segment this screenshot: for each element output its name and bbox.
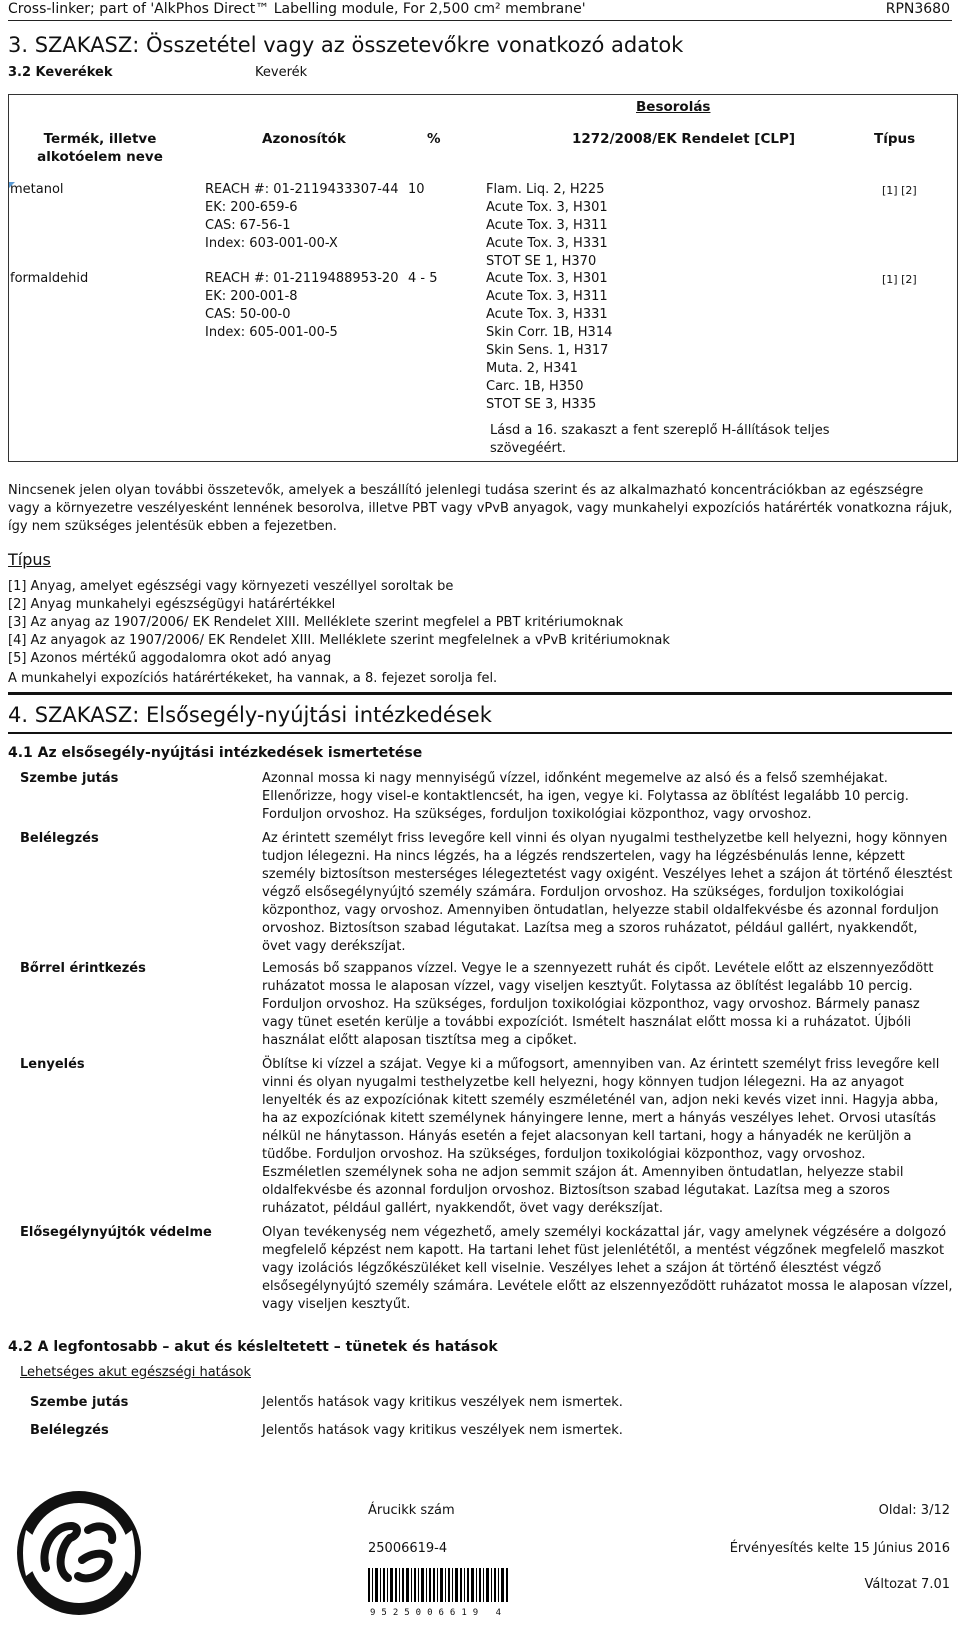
- row-2-id: CAS: 50-00-0: [205, 307, 291, 322]
- row-1-id: REACH #: 01-2119433307-44: [205, 182, 399, 197]
- row-2-class: Acute Tox. 3, H331: [486, 307, 608, 322]
- row-2-id: EK: 200-001-8: [205, 289, 298, 304]
- row-2-class: Muta. 2, H341: [486, 361, 578, 376]
- row-1-class: Acute Tox. 3, H301: [486, 200, 608, 215]
- row-2-class: Skin Sens. 1, H317: [486, 343, 609, 358]
- classification-header: Besorolás: [636, 99, 711, 115]
- row-1-percent: 10: [408, 182, 425, 197]
- ge-logo-icon: [16, 1490, 142, 1616]
- row-1-type: [1] [2]: [882, 184, 917, 197]
- text-line: központhoz, vagy orvoshoz. Amennyiben öntudatlan, helyezze stabil oldalfekvésbe és azonnal forduljon: [262, 903, 939, 918]
- first-aid-text-inhalation: [262, 830, 952, 956]
- row-1-ids: [205, 181, 398, 253]
- section-divider: [8, 692, 952, 695]
- first-aid-label-ingestion: Lenyelés: [20, 1057, 85, 1072]
- text-line: Eszméletlen személynek soha ne adjon semmit szájon át. Amennyiben öntudatlan, helyezze stabil: [262, 1165, 904, 1180]
- text-line: Olyan tevékenység nem végezhető, amely személyi kockázattal jár, vagy amelynek végzésére a dolgozó: [262, 1225, 947, 1240]
- text-line: övet vagy derékszíjat.: [262, 939, 406, 954]
- first-aid-label-skin: Bőrrel érintkezés: [20, 961, 146, 976]
- row-1-classes: [486, 181, 608, 271]
- acute-value-inhalation: Jelentős hatások vagy kritikus veszélyek nem ismertek.: [262, 1423, 623, 1438]
- first-aid-text-skin: [262, 960, 933, 1050]
- text-line: oldalfekvésbe és azonnal forduljon orvoshoz. Biztosítson szabad légutakat. Lazítsa meg a szoros: [262, 1183, 890, 1198]
- type-list-item: [3] Az anyag az 1907/2006/ EK Rendelet XIII. Melléklete szerint megfelel a PBT kritériumoknak: [8, 615, 624, 630]
- table-footnote-line: Lásd a 16. szakaszt a fent szereplő H-állítások teljes: [490, 423, 830, 438]
- row-1-class: Acute Tox. 3, H331: [486, 236, 608, 251]
- text-line: Öblítse ki vízzel a szájat. Vegye ki a műfogsort, amennyiben van. Az érintett személyt friss levegőre kell: [262, 1057, 940, 1072]
- row-2-type: [1] [2]: [882, 273, 917, 286]
- row-2-id: REACH #: 01-2119488953-20: [205, 271, 399, 286]
- row-1-name: metanol: [10, 182, 64, 197]
- section3-title: 3. SZAKASZ: Összetétel vagy az összetevőkre vonatkozó adatok: [8, 33, 684, 57]
- text-line: használat előtt alaposan tisztítsa meg a cipőket.: [262, 1033, 577, 1048]
- type-list-item: [5] Azonos mértékű aggodalomra okot adó anyag: [8, 651, 332, 666]
- row-2-class: Carc. 1B, H350: [486, 379, 584, 394]
- page-number: Oldal: 3/12: [878, 1503, 950, 1518]
- row-1-class: STOT SE 1, H370: [486, 254, 597, 269]
- row-1-id: EK: 200-659-6: [205, 200, 298, 215]
- table-footnote-line: szövegéért.: [490, 441, 567, 456]
- text-line: vagy izolációs légzőkészüléket kell viselnie. Veszélyes lehet a szájon át történő élesztést végző: [262, 1261, 882, 1276]
- composition-note-line: így nem szükséges jelentésük ebben a fejezetben.: [8, 519, 337, 534]
- section4-underline: [8, 732, 952, 734]
- col-ids-header: Azonosítók: [262, 131, 346, 147]
- col-regulation-header: 1272/2008/EK Rendelet [CLP]: [572, 131, 796, 147]
- text-line: Azonnal mossa ki nagy mennyiségű vízzel, időnként megemelve az alsó és a felső szemhéjakat.: [262, 771, 888, 786]
- text-line: tudjon lélegezni. Ha nincs légzés, ha a légzés rendszertelen, vagy ha légzésbénulás lenne, képzett: [262, 849, 905, 864]
- col-percent-header: %: [427, 131, 441, 147]
- mixture-label: 3.2 Keverékek: [8, 65, 113, 80]
- row-2-percent: 4 - 5: [408, 271, 438, 286]
- composition-note: [8, 482, 952, 536]
- type-list-item: [1] Anyag, amelyet egészségi vagy környezeti veszéllyel soroltak be: [8, 579, 454, 594]
- text-line: Forduljon orvoshoz. Ha szükséges, forduljon toxikológiai központhoz, vagy orvoshoz. Bármely panasz: [262, 997, 920, 1012]
- text-line: tüdőbe. Forduljon orvoshoz. Ha szükséges, forduljon toxikológiai központhoz, vagy orvoshoz.: [262, 1147, 866, 1162]
- row-2-class: STOT SE 3, H335: [486, 397, 597, 412]
- first-aid-text-eye: [262, 770, 909, 824]
- header-divider: [8, 20, 952, 21]
- text-line: orvoshoz. Biztosítson szabad légutakat. Lazítsa meg a szoros ruházatot, például gallért, nyakkendőt,: [262, 921, 918, 936]
- composition-note-line: vagy a környezetre veszélyesként lennének besorolva, illetve PBT vagy vPvB anyagok, vagy munkahelyi expozíciós határérték vonatkozna rájuk,: [8, 501, 953, 516]
- first-aid-label-eye: Szembe jutás: [20, 771, 119, 786]
- table-footnote: [490, 422, 829, 458]
- type-list-item: [2] Anyag munkahelyi egészségügyi határértékkel: [8, 597, 336, 612]
- col-product-header: Termék, illetve alkotóelem neve: [37, 131, 163, 165]
- first-aid-label-responders: Elősegélynyújtók védelme: [20, 1225, 212, 1240]
- text-line: vagy tünet esetén kerülje a további expozíciót. Ismételt használat előtt mossa ki a ruházatot. Újbóli: [262, 1015, 912, 1030]
- acute-value-eye: Jelentős hatások vagy kritikus veszélyek nem ismertek.: [262, 1395, 623, 1410]
- article-number: 25006619-4: [368, 1541, 448, 1556]
- text-line: ruházatot mossa le alaposan vízzel, vagy viseljen kesztyűt. Folytassa az öblítést legalább 10 percig.: [262, 979, 913, 994]
- subsection-42-title: 4.2 A legfontosabb – akut és késleltetett – tünetek és hatások: [8, 1339, 498, 1355]
- row-2-name: formaldehid: [10, 271, 89, 286]
- row-2-class: Skin Corr. 1B, H314: [486, 325, 613, 340]
- first-aid-label-inhalation: Belélegzés: [20, 831, 99, 846]
- text-line: Lemosás bő szappanos vízzel. Vegye le a szennyezett ruhát és cipőt. Levétele előtt az elszennyeződött: [262, 961, 934, 976]
- subsection-41-title: 4.1 Az elsősegély-nyújtási intézkedések ismertetése: [8, 745, 423, 761]
- first-aid-text-responders: [262, 1224, 953, 1314]
- first-aid-text-ingestion: [262, 1056, 939, 1218]
- row-1-class: Flam. Liq. 2, H225: [486, 182, 605, 197]
- exposure-note: A munkahelyi expozíciós határértékeket, ha vannak, a 8. fejezet sorolja fel.: [8, 671, 498, 686]
- text-line: Az érintett személyt friss levegőre kell vinni és olyan nyugalmi testhelyzetbe kell helyezni, hogy könnyen: [262, 831, 948, 846]
- row-1-class: Acute Tox. 3, H311: [486, 218, 608, 233]
- type-list-item: [4] Az anyagok az 1907/2006/ EK Rendelet XIII. Melléklete szerint megfelelnek a vPvB kritériumoknak: [8, 633, 670, 648]
- text-line: vinni és olyan nyugalmi testhelyzetbe kell helyezni, hogy könnyen tudjon lélegezni. Ha az anyagot: [262, 1075, 904, 1090]
- document-title: Cross-linker; part of 'AlkPhos Direct™ Labelling module, For 2,500 cm² membrane': [8, 1, 586, 17]
- row-1-id: Index: 603-001-00-X: [205, 236, 338, 251]
- col-type-header: Típus: [874, 131, 916, 147]
- text-line: lenyelték és az expozíciónak kitett személy eszméleténél van, adjon neki kevés vizet inni. Hagyja abba,: [262, 1093, 939, 1108]
- type-heading: Típus: [8, 550, 51, 569]
- text-line: megfelelő képzést nem kapott. Ha tartani lehet füst jelenlététől, a mentést végzőnek megfelelő maszkot: [262, 1243, 945, 1258]
- barcode-number: 9525006619 4: [370, 1608, 508, 1618]
- row-2-id: Index: 605-001-00-5: [205, 325, 338, 340]
- validity-date: Érvényesítés kelte 15 Június 2016: [729, 1541, 950, 1556]
- type-list: [8, 578, 670, 668]
- article-label: Árucikk szám: [368, 1503, 455, 1518]
- acute-effects-heading: Lehetséges akut egészségi hatások: [20, 1365, 251, 1380]
- text-line: személy biztosítson mesterséges lélegeztetést vagy oxigént. Veszélyes lehet a szájon át történő élesztést: [262, 867, 953, 882]
- mixture-value: Keverék: [255, 65, 308, 80]
- text-line: végző elsősegélynyújtó személy számára. Forduljon orvoshoz. Ha szükséges, forduljon toxikológiai: [262, 885, 905, 900]
- acute-label-eye: Szembe jutás: [30, 1395, 129, 1410]
- acute-label-inhalation: Belélegzés: [30, 1423, 109, 1438]
- row-2-classes: [486, 270, 612, 414]
- section4-title: 4. SZAKASZ: Elsősegély-nyújtási intézkedések: [8, 703, 492, 727]
- text-line: elsősegélynyújtó személy számára. Levétele előtt az elszennyeződött ruházatot mossa le alaposan vízzel,: [262, 1279, 953, 1294]
- row-2-class: Acute Tox. 3, H301: [486, 271, 608, 286]
- text-line: nélkül ne hánytasson. Hányás esetén a fejet alacsonyan kell tartani, hogy a hányadék ne kerüljön a: [262, 1129, 912, 1144]
- row-2-ids: [205, 270, 398, 342]
- text-line: ha az expozíciónak kitett személynek hányingere lenne, mert a hányás veszélyes lehet. Orvosi utasítás: [262, 1111, 937, 1126]
- product-code: RPN3680: [885, 1, 950, 17]
- text-line: ruházatot, például gallért, nyakkendőt, övet vagy derékszíjat.: [262, 1201, 663, 1216]
- row-1-id: CAS: 67-56-1: [205, 218, 291, 233]
- text-line: Forduljon orvoshoz. Ha szükséges, forduljon toxikológiai központhoz, vagy orvoshoz.: [262, 807, 812, 822]
- composition-note-line: Nincsenek jelen olyan további összetevők, amelyek a beszállító jelenlegi tudása szerint és az alkalmazható koncentrációkban az egészségre: [8, 483, 924, 498]
- text-line: vagy viseljen kesztyűt.: [262, 1297, 411, 1312]
- text-line: Ellenőrizze, hogy visel-e kontaktlencsét, ha igen, vegye ki. Folytassa az öblítést legalább 10 percig.: [262, 789, 909, 804]
- row-2-class: Acute Tox. 3, H311: [486, 289, 608, 304]
- version: Változat 7.01: [864, 1577, 950, 1592]
